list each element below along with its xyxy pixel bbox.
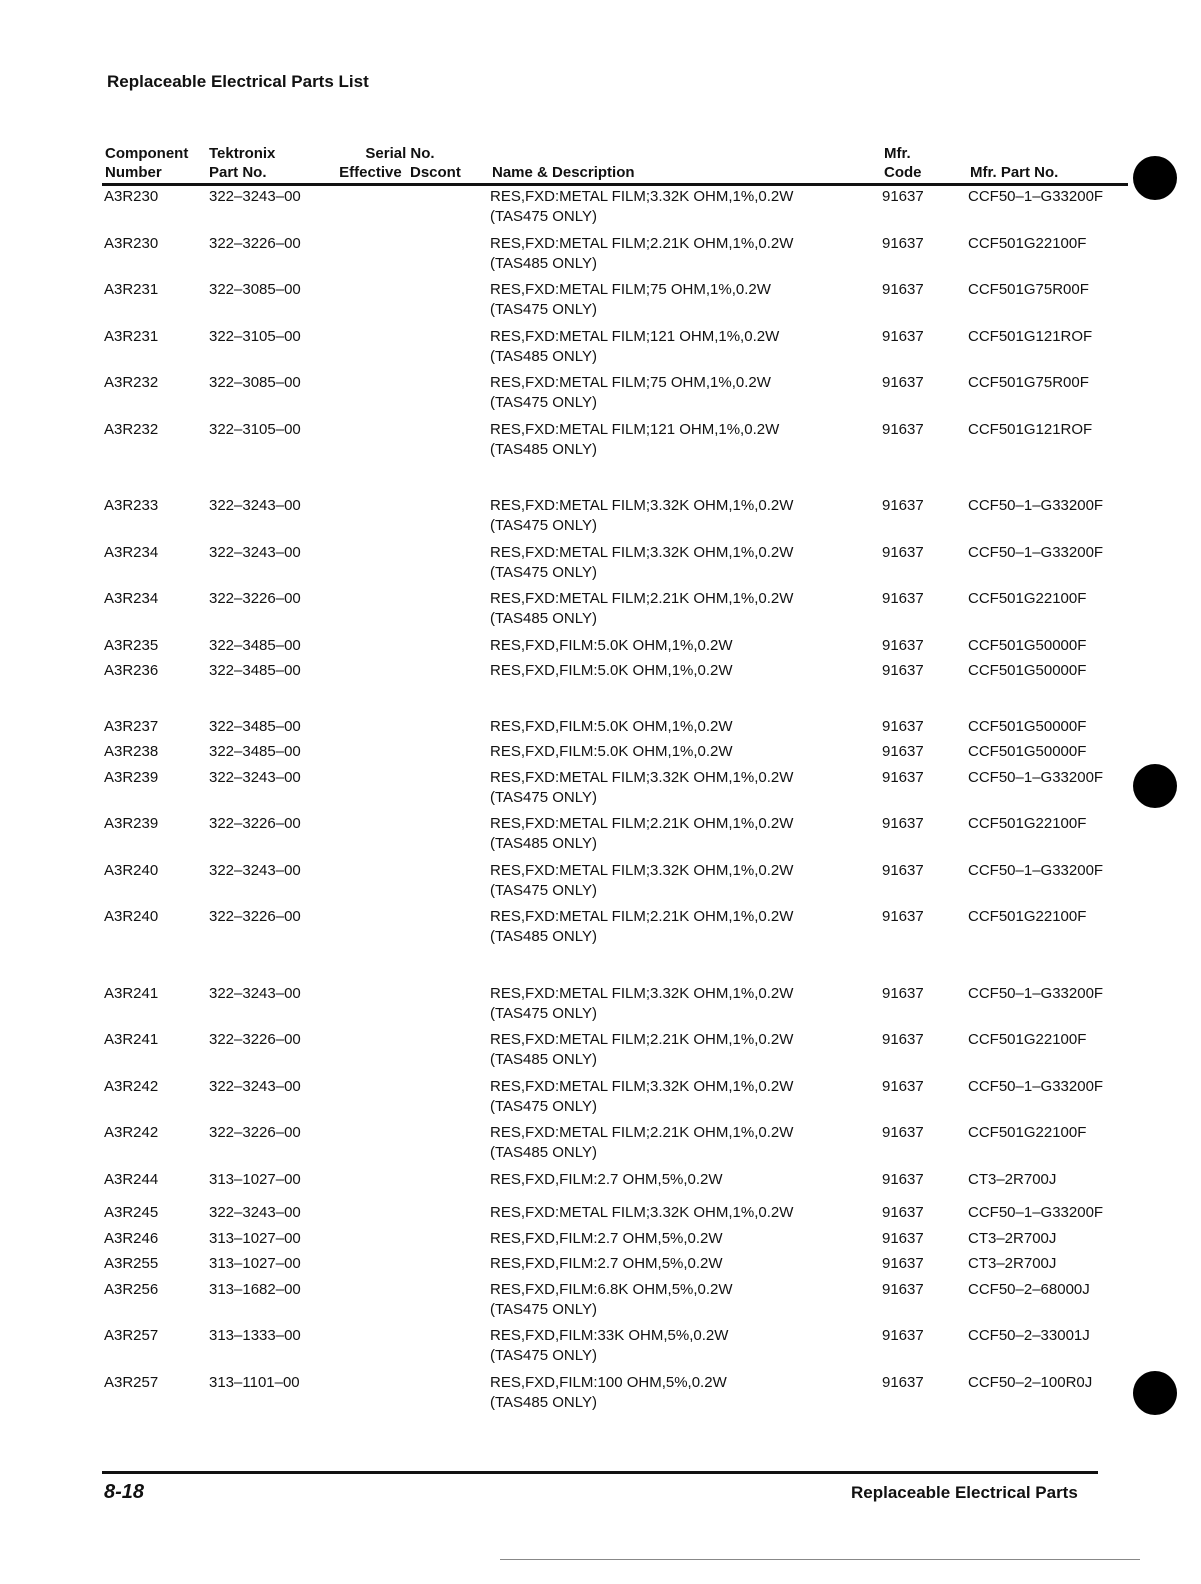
- component-number-cell: A3R235: [104, 636, 159, 654]
- component-number-cell: A3R232: [104, 374, 159, 391]
- part-number-cell: 322–3105–00: [209, 327, 301, 345]
- mfr-part-number-cell: CCF501G50000F: [968, 636, 1087, 654]
- description-text: RES,FXD,FILM:5.0K OHM,1%,0.2W: [490, 636, 733, 654]
- description-cell: [490, 327, 779, 367]
- component-number-cell: A3R255: [104, 1255, 159, 1272]
- description-text: RES,FXD:METAL FILM;3.32K OHM,1%,0.2W: [490, 1077, 794, 1095]
- description-text: RES,FXD,FILM:2.7 OHM,5%,0.2W: [490, 1255, 723, 1272]
- mfr-code-cell: 91637: [882, 768, 924, 786]
- component-number-cell: A3R237: [104, 717, 159, 735]
- description-text: RES,FXD:METAL FILM;2.21K OHM,1%,0.2W: [490, 1031, 794, 1048]
- component-number-cell: A3R231: [104, 327, 159, 345]
- mfr-code-cell: 91637: [882, 1373, 924, 1391]
- component-number-cell: A3R257: [104, 1327, 159, 1344]
- table-row: [0, 1203, 1201, 1229]
- description-text: RES,FXD:METAL FILM;2.21K OHM,1%,0.2W: [490, 908, 794, 925]
- binder-hole-icon: [1133, 156, 1177, 200]
- header-component-line2: Number: [105, 164, 162, 181]
- mfr-code-cell: 91637: [882, 1255, 924, 1272]
- description-text: RES,FXD:METAL FILM;3.32K OHM,1%,0.2W: [490, 497, 794, 514]
- header-mfr-code: [884, 144, 922, 182]
- mfr-part-number-cell: CCF501G75R00F: [968, 374, 1089, 391]
- part-number-cell: 313–1682–00: [209, 1280, 301, 1298]
- description-note: (TAS475 ONLY): [490, 1004, 597, 1022]
- table-row: [0, 1373, 1201, 1420]
- mfr-code-cell: 91637: [882, 590, 924, 607]
- component-number-cell: A3R257: [104, 1373, 159, 1391]
- component-number-cell: A3R240: [104, 908, 159, 925]
- part-number-cell: 322–3226–00: [209, 1031, 301, 1048]
- table-row: [0, 636, 1201, 662]
- table-row: [0, 543, 1201, 590]
- table-row: [0, 589, 1201, 636]
- parts-table: [0, 187, 1201, 1419]
- part-number-cell: 322–3243–00: [209, 984, 301, 1002]
- table-row: [0, 234, 1201, 281]
- description-text: RES,FXD:METAL FILM;2.21K OHM,1%,0.2W: [490, 234, 794, 252]
- mfr-code-cell: 91637: [882, 1204, 924, 1221]
- mfr-part-number-cell: CCF50–1–G33200F: [968, 188, 1104, 205]
- header-serial-line2: Effective Dscont: [339, 164, 461, 181]
- header-component-line1: Component: [105, 145, 189, 162]
- part-number-cell: 322–3085–00: [209, 281, 301, 298]
- description-text: RES,FXD:METAL FILM;3.32K OHM,1%,0.2W: [490, 861, 794, 879]
- part-number-cell: 322–3243–00: [209, 1077, 301, 1095]
- part-number-cell: 322–3105–00: [209, 420, 301, 438]
- component-number-cell: A3R230: [104, 234, 159, 252]
- description-note: (TAS475 ONLY): [490, 881, 597, 899]
- table-row: [0, 1254, 1201, 1280]
- description-cell: [490, 234, 793, 274]
- binder-hole-icon: [1133, 1371, 1177, 1415]
- description-text: RES,FXD:METAL FILM;3.32K OHM,1%,0.2W: [490, 768, 794, 786]
- mfr-part-number-cell: CCF50–1–G33200F: [968, 543, 1104, 561]
- component-number-cell: A3R232: [104, 420, 159, 438]
- description-cell: [490, 187, 793, 227]
- header-serial-no: [334, 144, 466, 182]
- table-row: [0, 814, 1201, 861]
- description-text: RES,FXD:METAL FILM;3.32K OHM,1%,0.2W: [490, 543, 794, 561]
- mfr-part-number-cell: CCF501G22100F: [968, 908, 1087, 925]
- part-number-cell: 322–3226–00: [209, 1124, 301, 1141]
- mfr-code-cell: 91637: [882, 636, 924, 654]
- component-number-cell: A3R236: [104, 662, 159, 679]
- component-number-cell: A3R238: [104, 743, 159, 760]
- mfr-part-number-cell: CCF501G22100F: [968, 815, 1087, 832]
- description-note: (TAS475 ONLY): [490, 517, 597, 534]
- description-cell: [490, 1254, 723, 1274]
- description-text: RES,FXD:METAL FILM;75 OHM,1%,0.2W: [490, 374, 771, 391]
- component-number-cell: A3R245: [104, 1204, 159, 1221]
- mfr-code-cell: 91637: [882, 281, 924, 298]
- description-text: RES,FXD,FILM:5.0K OHM,1%,0.2W: [490, 743, 733, 760]
- description-text: RES,FXD:METAL FILM;121 OHM,1%,0.2W: [490, 420, 780, 438]
- header-serial-line1: Serial No.: [365, 145, 435, 162]
- part-number-cell: 322–3243–00: [209, 861, 301, 879]
- table-row: [0, 1123, 1201, 1170]
- part-number-cell: 322–3243–00: [209, 543, 301, 561]
- bottom-divider: [500, 1559, 1140, 1560]
- mfr-code-cell: 91637: [882, 984, 924, 1002]
- header-mfr-part-no: Mfr. Part No.: [970, 164, 1059, 181]
- description-note: (TAS475 ONLY): [490, 1097, 597, 1115]
- mfr-code-cell: 91637: [882, 234, 924, 252]
- component-number-cell: A3R233: [104, 497, 159, 514]
- part-number-cell: 313–1333–00: [209, 1327, 301, 1344]
- part-number-cell: 322–3226–00: [209, 234, 301, 252]
- part-number-cell: 313–1027–00: [209, 1255, 301, 1272]
- table-row: [0, 1280, 1201, 1327]
- description-text: RES,FXD,FILM:6.8K OHM,5%,0.2W: [490, 1280, 733, 1298]
- mfr-code-cell: 91637: [882, 1124, 924, 1141]
- table-row: [0, 861, 1201, 908]
- mfr-code-cell: 91637: [882, 188, 924, 205]
- description-cell: [490, 496, 793, 536]
- table-row: [0, 768, 1201, 815]
- description-note: (TAS485 ONLY): [490, 347, 597, 365]
- description-text: RES,FXD:METAL FILM;3.32K OHM,1%,0.2W: [490, 1204, 794, 1221]
- part-number-cell: 322–3485–00: [209, 636, 301, 654]
- mfr-part-number-cell: CCF501G50000F: [968, 662, 1087, 679]
- description-note: (TAS485 ONLY): [490, 928, 597, 945]
- mfr-part-number-cell: CCF501G22100F: [968, 234, 1087, 252]
- description-text: RES,FXD,FILM:100 OHM,5%,0.2W: [490, 1373, 727, 1391]
- description-text: RES,FXD:METAL FILM;2.21K OHM,1%,0.2W: [490, 815, 794, 832]
- table-row: [0, 1077, 1201, 1124]
- mfr-part-number-cell: CCF501G50000F: [968, 717, 1087, 735]
- description-cell: [490, 861, 793, 901]
- description-note: (TAS485 ONLY): [490, 1144, 597, 1161]
- part-number-cell: 322–3485–00: [209, 717, 301, 735]
- mfr-part-number-cell: CCF50–2–100R0J: [968, 1373, 1093, 1391]
- mfr-part-number-cell: CCF50–2–68000J: [968, 1280, 1090, 1298]
- description-cell: [490, 373, 771, 413]
- header-mfr-code-line1: Mfr.: [884, 145, 911, 162]
- header-tektronix-part: [209, 144, 275, 182]
- part-number-cell: 313–1027–00: [209, 1229, 301, 1247]
- mfr-part-number-cell: CCF501G121ROF: [968, 420, 1093, 438]
- mfr-code-cell: 91637: [882, 543, 924, 561]
- table-row: [0, 661, 1201, 717]
- mfr-code-cell: 91637: [882, 497, 924, 514]
- description-cell: [490, 1229, 723, 1249]
- mfr-code-cell: 91637: [882, 908, 924, 925]
- table-row: [0, 373, 1201, 420]
- mfr-part-number-cell: CCF501G121ROF: [968, 327, 1093, 345]
- part-number-cell: 322–3243–00: [209, 768, 301, 786]
- description-cell: [490, 1123, 793, 1163]
- table-row: [0, 420, 1201, 497]
- component-number-cell: A3R242: [104, 1124, 159, 1141]
- mfr-part-number-cell: CCF50–1–G33200F: [968, 861, 1104, 879]
- mfr-code-cell: 91637: [882, 717, 924, 735]
- mfr-part-number-cell: CCF50–1–G33200F: [968, 1077, 1104, 1095]
- component-number-cell: A3R234: [104, 543, 159, 561]
- component-number-cell: A3R240: [104, 861, 159, 879]
- part-number-cell: 322–3243–00: [209, 497, 301, 514]
- header-component-number: [105, 144, 188, 182]
- description-note: (TAS475 ONLY): [490, 788, 597, 806]
- page-number: 8-18: [104, 1481, 145, 1503]
- component-number-cell: A3R239: [104, 768, 159, 786]
- description-text: RES,FXD:METAL FILM;75 OHM,1%,0.2W: [490, 281, 771, 298]
- description-text: RES,FXD:METAL FILM;3.32K OHM,1%,0.2W: [490, 188, 794, 205]
- mfr-part-number-cell: CCF501G22100F: [968, 590, 1087, 607]
- component-number-cell: A3R246: [104, 1229, 159, 1247]
- description-cell: [490, 984, 793, 1024]
- description-note: (TAS485 ONLY): [490, 440, 597, 458]
- description-text: RES,FXD:METAL FILM;2.21K OHM,1%,0.2W: [490, 590, 794, 607]
- description-cell: [490, 543, 793, 583]
- mfr-part-number-cell: CCF50–1–G33200F: [968, 497, 1104, 514]
- description-cell: [490, 1280, 733, 1320]
- part-number-cell: 322–3485–00: [209, 743, 301, 760]
- description-note: (TAS485 ONLY): [490, 1051, 597, 1068]
- mfr-code-cell: 91637: [882, 374, 924, 391]
- table-row: [0, 1030, 1201, 1077]
- description-cell: [490, 589, 793, 629]
- table-row: [0, 984, 1201, 1031]
- part-number-cell: 322–3226–00: [209, 590, 301, 607]
- part-number-cell: 322–3243–00: [209, 188, 301, 205]
- description-cell: [490, 280, 771, 320]
- mfr-part-number-cell: CT3–2R700J: [968, 1170, 1057, 1188]
- description-cell: [490, 1030, 793, 1070]
- description-cell: [490, 636, 733, 656]
- mfr-code-cell: 91637: [882, 1077, 924, 1095]
- mfr-code-cell: 91637: [882, 861, 924, 879]
- footer-rule: [102, 1471, 1098, 1474]
- header-tektronix-line2: Part No.: [209, 164, 267, 181]
- mfr-part-number-cell: CCF501G22100F: [968, 1124, 1087, 1141]
- description-cell: [490, 768, 793, 808]
- mfr-code-cell: 91637: [882, 815, 924, 832]
- table-row: [0, 496, 1201, 543]
- description-text: RES,FXD,FILM:2.7 OHM,5%,0.2W: [490, 1170, 723, 1188]
- description-note: (TAS485 ONLY): [490, 835, 597, 852]
- description-note: (TAS485 ONLY): [490, 254, 597, 272]
- description-cell: [490, 742, 733, 762]
- description-cell: [490, 1077, 793, 1117]
- part-number-cell: 313–1101–00: [209, 1373, 300, 1391]
- description-note: (TAS485 ONLY): [490, 610, 597, 627]
- part-number-cell: 322–3085–00: [209, 374, 301, 391]
- mfr-code-cell: 91637: [882, 1170, 924, 1188]
- mfr-code-cell: 91637: [882, 1031, 924, 1048]
- mfr-code-cell: 91637: [882, 1327, 924, 1344]
- mfr-part-number-cell: CCF501G50000F: [968, 743, 1087, 760]
- component-number-cell: A3R242: [104, 1077, 159, 1095]
- description-cell: [490, 1170, 723, 1190]
- description-text: RES,FXD,FILM:2.7 OHM,5%,0.2W: [490, 1229, 723, 1247]
- mfr-code-cell: 91637: [882, 662, 924, 679]
- description-text: RES,FXD,FILM:5.0K OHM,1%,0.2W: [490, 662, 733, 679]
- mfr-code-cell: 91637: [882, 1280, 924, 1298]
- mfr-part-number-cell: CCF501G22100F: [968, 1031, 1087, 1048]
- description-cell: [490, 1373, 727, 1413]
- description-note: (TAS475 ONLY): [490, 563, 597, 581]
- table-row: [0, 1170, 1201, 1204]
- description-note: (TAS475 ONLY): [490, 1300, 597, 1318]
- mfr-part-number-cell: CCF50–1–G33200F: [968, 768, 1104, 786]
- mfr-code-cell: 91637: [882, 420, 924, 438]
- header-mfr-code-line2: Code: [884, 164, 922, 181]
- description-cell: [490, 1203, 793, 1223]
- description-note: (TAS475 ONLY): [490, 208, 597, 225]
- description-note: (TAS475 ONLY): [490, 1347, 597, 1364]
- part-number-cell: 322–3226–00: [209, 908, 301, 925]
- table-row: [0, 327, 1201, 374]
- mfr-part-number-cell: CCF50–2–33001J: [968, 1327, 1090, 1344]
- mfr-code-cell: 91637: [882, 1229, 924, 1247]
- part-number-cell: 322–3485–00: [209, 662, 301, 679]
- table-row: [0, 1326, 1201, 1373]
- mfr-part-number-cell: CT3–2R700J: [968, 1255, 1057, 1272]
- part-number-cell: 322–3226–00: [209, 815, 301, 832]
- description-note: (TAS485 ONLY): [490, 1393, 597, 1411]
- mfr-part-number-cell: CCF50–1–G33200F: [968, 984, 1104, 1002]
- description-text: RES,FXD:METAL FILM;2.21K OHM,1%,0.2W: [490, 1124, 794, 1141]
- component-number-cell: A3R244: [104, 1170, 159, 1188]
- description-cell: [490, 814, 793, 854]
- description-cell: [490, 1326, 728, 1366]
- table-row: [0, 717, 1201, 743]
- header-tektronix-line1: Tektronix: [209, 145, 276, 162]
- part-number-cell: 313–1027–00: [209, 1170, 301, 1188]
- header-name-description: Name & Description: [492, 164, 635, 181]
- description-cell: [490, 661, 733, 681]
- component-number-cell: A3R241: [104, 1031, 159, 1048]
- mfr-code-cell: 91637: [882, 743, 924, 760]
- mfr-part-number-cell: CCF501G75R00F: [968, 281, 1089, 298]
- part-number-cell: 322–3243–00: [209, 1204, 301, 1221]
- footer-section-title: Replaceable Electrical Parts: [851, 1483, 1078, 1502]
- component-number-cell: A3R234: [104, 590, 159, 607]
- description-text: RES,FXD,FILM:5.0K OHM,1%,0.2W: [490, 717, 733, 735]
- table-row: [0, 187, 1201, 234]
- table-row: [0, 1229, 1201, 1255]
- component-number-cell: A3R241: [104, 984, 159, 1002]
- component-number-cell: A3R231: [104, 281, 159, 298]
- component-number-cell: A3R230: [104, 188, 159, 205]
- description-cell: [490, 717, 733, 737]
- binder-hole-icon: [1133, 764, 1177, 808]
- page-title: Replaceable Electrical Parts List: [107, 72, 369, 91]
- mfr-part-number-cell: CCF50–1–G33200F: [968, 1204, 1104, 1221]
- description-cell: [490, 907, 793, 947]
- table-row: [0, 280, 1201, 327]
- table-row: [0, 742, 1201, 768]
- header-rule: [102, 183, 1128, 186]
- description-text: RES,FXD:METAL FILM;3.32K OHM,1%,0.2W: [490, 984, 794, 1002]
- description-text: RES,FXD,FILM:33K OHM,5%,0.2W: [490, 1327, 729, 1344]
- description-text: RES,FXD:METAL FILM;121 OHM,1%,0.2W: [490, 327, 780, 345]
- component-number-cell: A3R256: [104, 1280, 159, 1298]
- description-cell: [490, 420, 779, 460]
- component-number-cell: A3R239: [104, 815, 159, 832]
- description-note: (TAS475 ONLY): [490, 301, 597, 318]
- table-row: [0, 907, 1201, 984]
- description-note: (TAS475 ONLY): [490, 394, 597, 411]
- mfr-part-number-cell: CT3–2R700J: [968, 1229, 1057, 1247]
- mfr-code-cell: 91637: [882, 327, 924, 345]
